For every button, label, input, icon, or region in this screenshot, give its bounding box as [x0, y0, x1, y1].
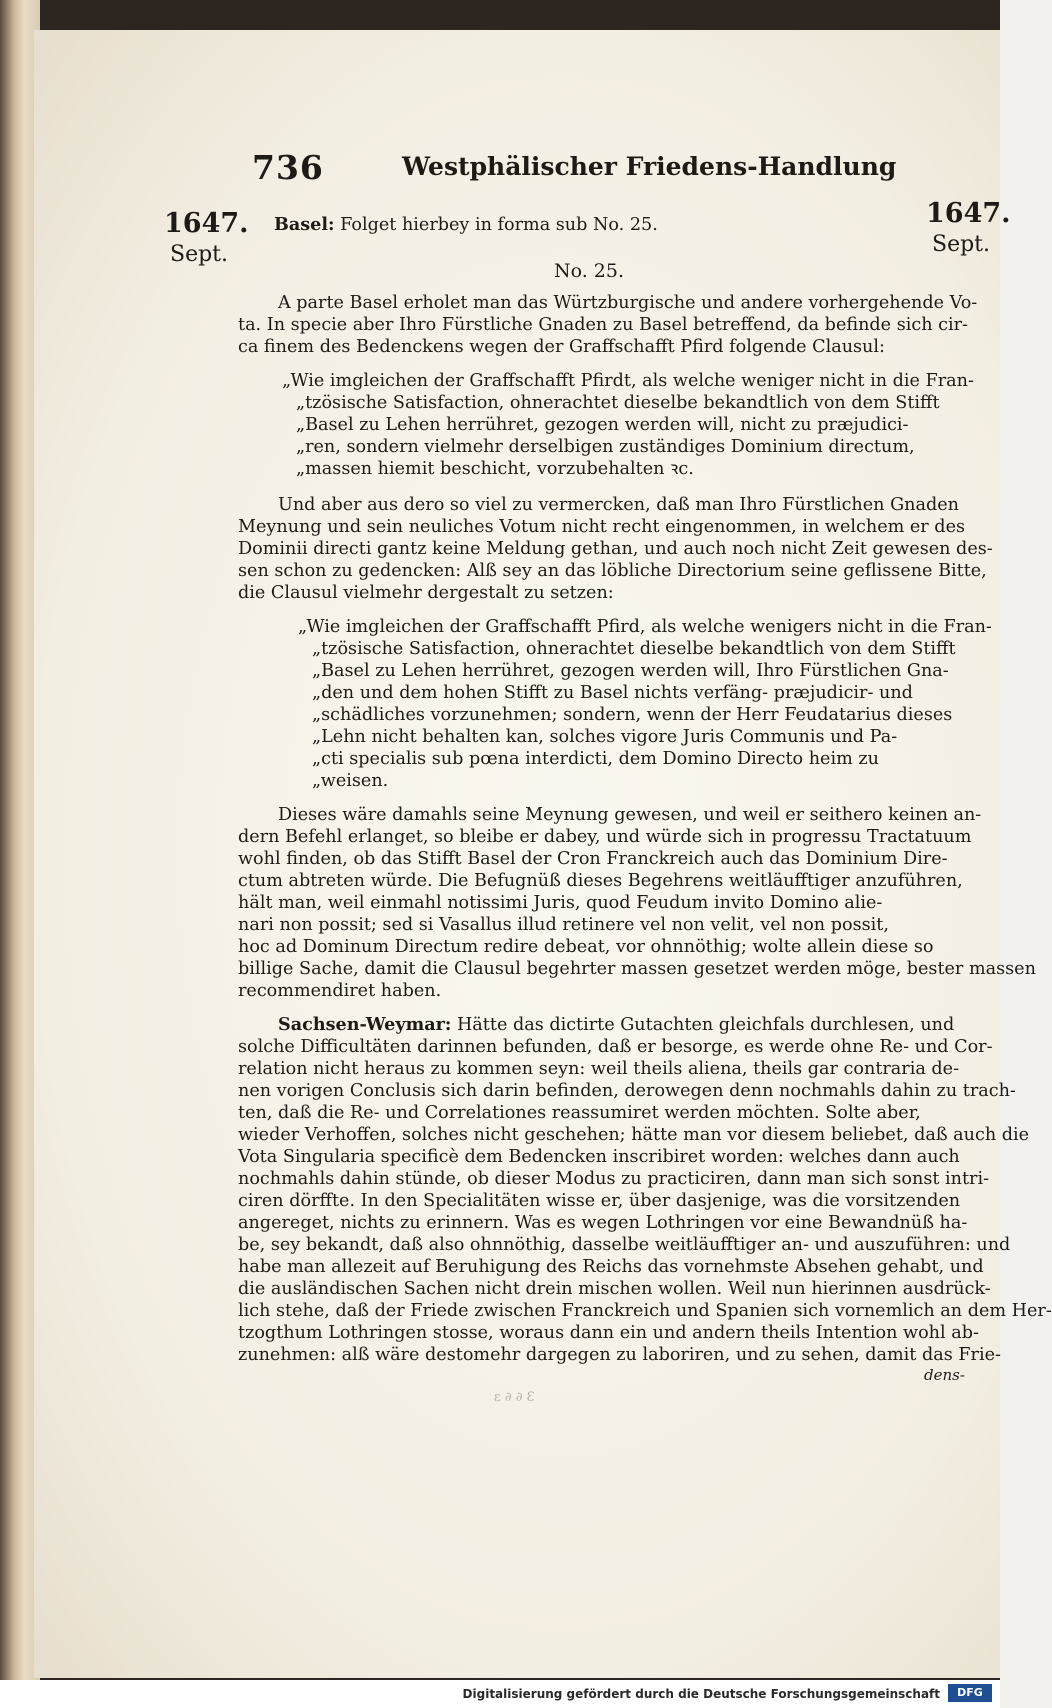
paragraph1-line: ca finem des Bedenckens wegen der Graffschafft Pfird folgende Clausul: [238, 337, 885, 357]
footer-credit: Digitalisierung gefördert durch die Deutsche Forschungsgemeinschaft [462, 1687, 940, 1701]
paragraph4-line: Hätte das dictirte Gutachten gleichfals durchlesen, und [456, 1015, 955, 1035]
dfg-logo: DFG [948, 1684, 992, 1702]
quote1-line: „Wie imgleichen der Graffschafft Pfirdt, als welche weniger nicht in die Fran- [282, 371, 974, 391]
paragraph2-line: sen schon zu gedencken: Alß sey an das löbliche Directorium seine geflissene Bitte, [238, 561, 987, 581]
quote1-line: „massen hiemit beschicht, vorzubehalten ꝛc. [296, 459, 694, 479]
paragraph4-line: angereget, nichts zu erinnern. Was es wegen Lothringen vor eine Bewandnüß ha- [238, 1213, 968, 1233]
paragraph3-line: hält man, weil einmahl notissimi Juris, quod Feudum invito Domino alie- [238, 893, 883, 913]
paragraph4-line: nen vorigen Conclusis sich darin befinden, derowegen denn nochmahls dahin zu trach- [238, 1081, 1016, 1101]
quote2-line: „den und dem hohen Stifft zu Basel nichts verfäng- præjudicir- und [312, 683, 913, 703]
paragraph4-line: zunehmen: alß wäre destomehr dargegen zu laboriren, und zu sehen, damit das Frie- [238, 1345, 1001, 1365]
paragraph2-line: Und aber aus dero so viel zu vermercken, daß man Ihro Fürstlichen Gnaden [278, 495, 959, 515]
paragraph3-line: Dieses wäre damahls seine Meynung gewesen, und weil er seithero keinen an- [278, 805, 982, 825]
catchword: dens- [924, 1366, 965, 1384]
quote1-line: „ren, sondern vielmehr derselbigen zuständiges Dominium directum, [296, 437, 915, 457]
paragraph3-line: recommendiret haben. [238, 981, 442, 1001]
paragraph1-line: A parte Basel erholet man das Würtzburgische und andere vorhergehende Vo- [278, 293, 978, 313]
margin-year-right: 1647. [926, 198, 1011, 229]
paragraph4-line: habe man allezeit auf Beruhigung des Reichs das vornehmste Absehen gehabt, und [238, 1257, 984, 1277]
running-title: Westphälischer Friedens-Handlung [402, 152, 897, 181]
paragraph4-line: lich stehe, daß der Friede zwischen Franckreich und Spanien sich vornemlich an dem Her- [238, 1301, 1052, 1321]
paragraph1-line: ta. In specie aber Ihro Fürstliche Gnaden zu Basel betreffend, da befinde sich cir- [238, 315, 968, 335]
paragraph4-line: nochmahls dahin stünde, ob dieser Modus zu practiciren, dann man sich sonst intri- [238, 1169, 990, 1189]
paragraph3-line: wohl finden, ob das Stifft Basel der Cron Franckreich auch das Dominium Dire- [238, 849, 948, 869]
paragraph4-line: ten, daß die Re- und Correlationes reassumiret werden möchten. Solte aber, [238, 1103, 921, 1123]
paragraph4-line: be, sey bekandt, daß also ohnnöthig, dasselbe weitläufftiger an- und auszuführen: und [238, 1235, 1011, 1255]
paragraph3-line: dern Befehl erlanget, so bleibe er dabey, und würde sich in progressu Tractatuum [238, 827, 972, 847]
quote2-line: „Basel zu Lehen herrühret, gezogen werden will, Ihro Fürstlichen Gna- [312, 661, 949, 681]
paragraph4-first-line [278, 1014, 954, 1036]
intro-text: Folget hierbey in forma sub No. 25. [340, 215, 658, 235]
quote2-line: „weisen. [312, 771, 389, 791]
paragraph4-line: wieder Verhoffen, solches nicht geschehen; hätte man vor diesem beliebet, daß auch die [238, 1125, 1030, 1145]
section-heading: No. 25. [554, 260, 625, 282]
paragraph2-line: die Clausul vielmehr dergestalt zu setzen: [238, 583, 614, 603]
margin-month-right: Sept. [932, 232, 991, 257]
quote1-line: „Basel zu Lehen herrühret, gezogen werden will, nicht zu præjudici- [296, 415, 909, 435]
paragraph4-line: tzogthum Lothringen stosse, woraus dann ein und andern theils Intention wohl ab- [238, 1323, 979, 1343]
footer-bar [0, 1680, 1000, 1708]
book-page [34, 30, 1052, 1678]
paragraph4-line: ciren dörffte. In den Specialitäten wisse er, über dasjenige, was die vorsitzenden [238, 1191, 961, 1211]
quote2-line: „Wie imgleichen der Graffschafft Pfird, als welche wenigers nicht in die Fran- [298, 617, 992, 637]
intro-line [274, 214, 658, 236]
margin-year-left: 1647. [164, 208, 249, 239]
paragraph3-line: hoc ad Dominum Directum redire debeat, vor ohnnöthig; wolte allein diese so [238, 937, 934, 957]
quote2-line: „Lehn nicht behalten kan, solches vigore Juris Communis und Pa- [312, 727, 898, 747]
margin-month-left: Sept. [170, 242, 229, 267]
intro-speaker: Basel: [274, 214, 335, 235]
paragraph4-line: relation nicht heraus zu kommen seyn: weil theils aliena, theils gar contraria de- [238, 1059, 960, 1079]
paragraph3-line: nari non possit; sed si Vasallus illud retinere vel non velit, vel non possit, [238, 915, 889, 935]
page-number: 736 [252, 148, 324, 187]
paragraph2-line: Meynung und sein neuliches Votum nicht recht eingenommen, in welchem er des [238, 517, 966, 537]
paragraph4-line: solche Difficultäten darinnen befunden, daß er besorge, es werde ohne Re- und Cor- [238, 1037, 993, 1057]
bleed-through-text: ε ∂ ∂ Ɛ [494, 1390, 535, 1405]
paragraph2-line: Dominii directi gantz keine Meldung gethan, und auch noch nicht Zeit gewesen des- [238, 539, 993, 559]
quote2-line: „tzösische Satisfaction, ohnerachtet dieselbe bekandtlich von dem Stifft [312, 639, 956, 659]
paragraph3-line: billige Sache, damit die Clausul begehrter massen gesetzet werden möge, bester massen [238, 959, 1036, 979]
paragraph4-line: die ausländischen Sachen nicht drein mischen wollen. Weil nun hierinnen ausdrück- [238, 1279, 991, 1299]
quote2-line: „schädliches vorzunehmen; sondern, wenn der Herr Feudatarius dieses [312, 705, 953, 725]
quote2-line: „cti specialis sub pœna interdicti, dem Domino Directo heim zu [312, 749, 879, 769]
paragraph4-speaker: Sachsen-Weymar: [278, 1014, 452, 1035]
paragraph3-line: ctum abtreten würde. Die Befugnüß dieses Begehrens weitläufftiger anzuführen, [238, 871, 963, 891]
quote1-line: „tzösische Satisfaction, ohnerachtet dieselbe bekandtlich von dem Stifft [296, 393, 940, 413]
paragraph4-line: Vota Singularia specificè dem Bedencken inscribiret worden: welches dann auch [238, 1147, 960, 1167]
